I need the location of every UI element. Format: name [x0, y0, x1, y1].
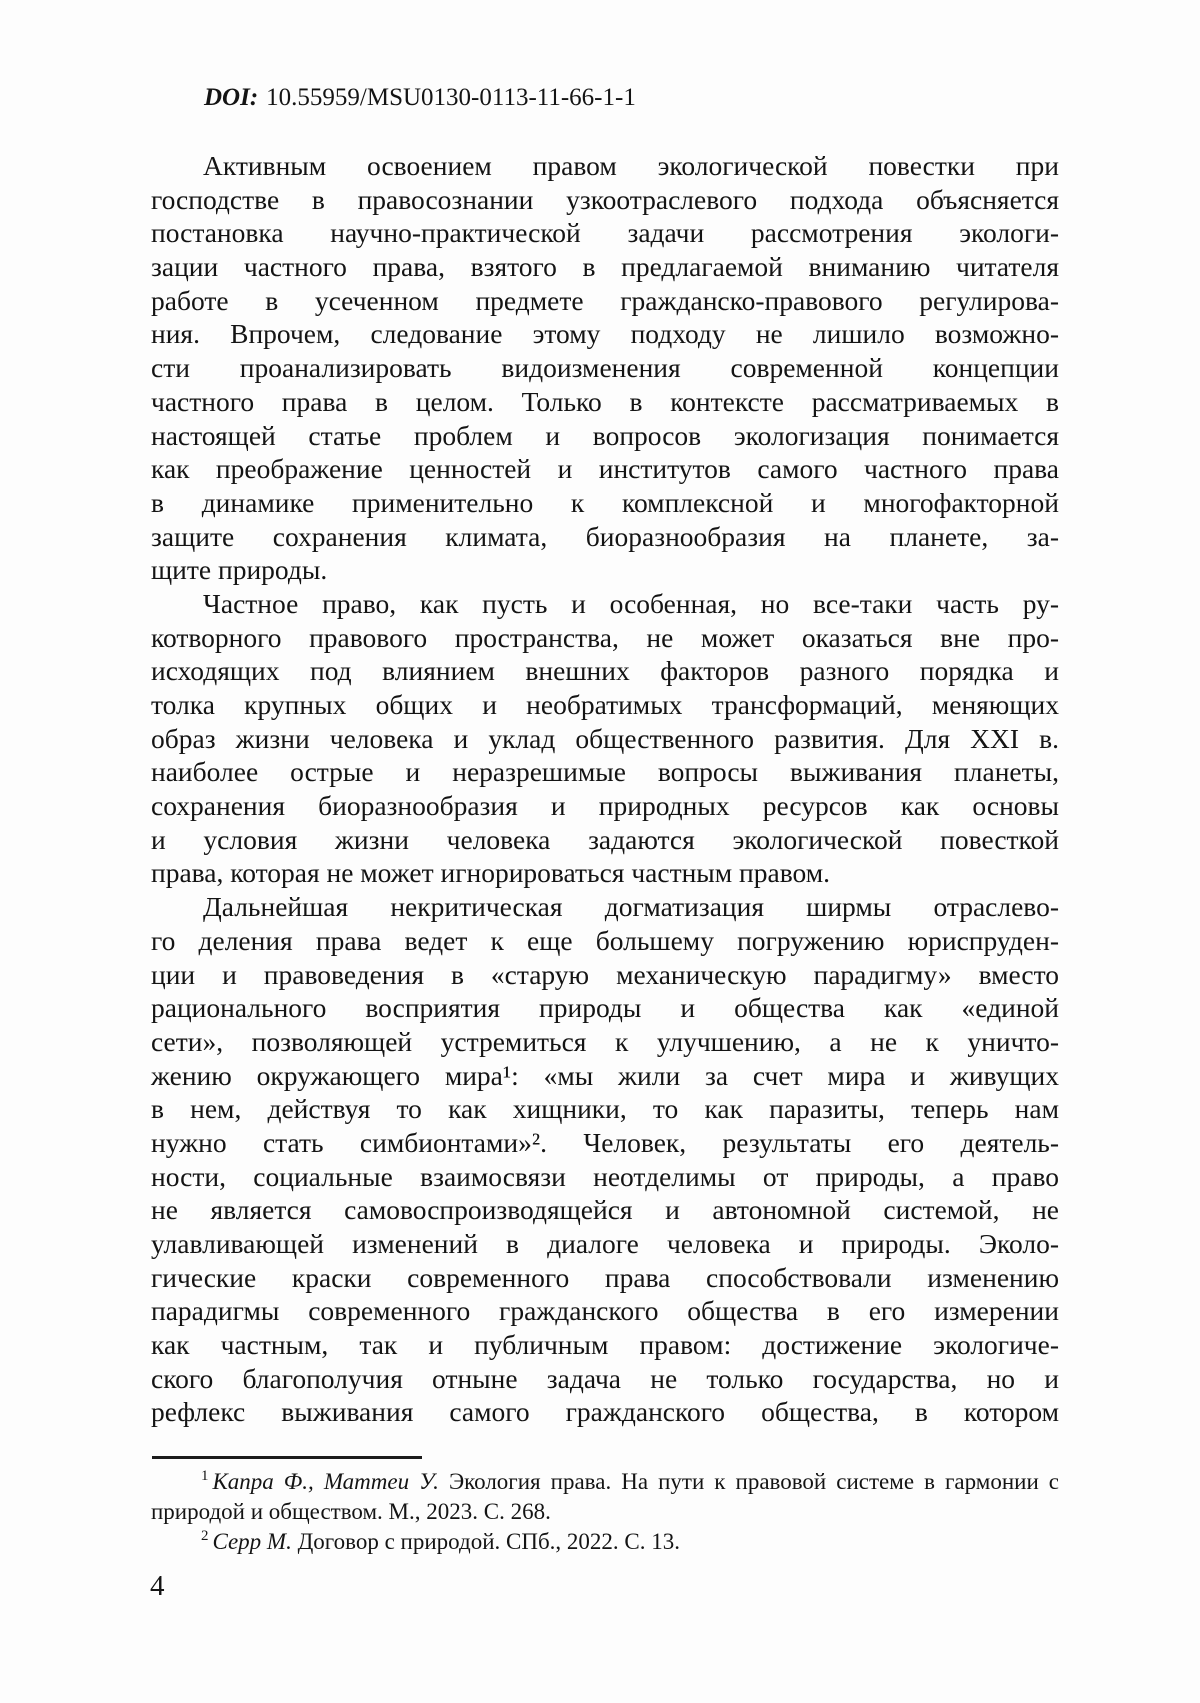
body-line: сети», позволяющей устремиться к улучшению, а не к уничто-: [151, 1025, 1059, 1057]
body-line: не является самовоспроизводящейся и автономной системой, не: [151, 1194, 1059, 1226]
body-line: работе в усеченном предмете гражданско-правового регулирова-: [151, 284, 1059, 316]
body-line: постановка научно-практической задачи рассмотрения экологи-: [151, 217, 1059, 249]
body-line: рефлекс выживания самого гражданского общества, в котором: [151, 1396, 1059, 1428]
footnote-marker: 1: [201, 1468, 209, 1485]
body-line: в динамике применительно к комплексной и многофакторной: [151, 486, 1059, 518]
body-line: щите природы.: [151, 554, 328, 586]
body-line: рационального восприятия природы и общества как «единой: [151, 992, 1059, 1024]
body-line: Активным освоением правом экологической повестки при: [203, 150, 1059, 181]
body-line: котворного правового пространства, не может оказаться вне про-: [151, 621, 1059, 653]
body-line: господстве в правосознании узкоотраслевого подхода объясняется: [151, 183, 1059, 215]
body-line: ского благополучия отныне задача не только государства, но и: [151, 1362, 1059, 1394]
body-line: нужно стать симбионтами»². Человек, результаты его деятель-: [151, 1126, 1059, 1158]
body-line: парадигмы современного гражданского общества в его измерении: [151, 1295, 1059, 1327]
body-line: настоящей статье проблем и вопросов экологизация понимается: [151, 419, 1059, 451]
footnote-text: Экология права. На пути к правовой системе в гармонии с природой и обществом. М., 2023. С. 268.: [151, 1469, 1059, 1524]
body-line: Дальнейшая некритическая догматизация ширмы отраслево-: [203, 891, 1059, 923]
footnote-item: [151, 1527, 1059, 1557]
footnote-author: Капра Ф., Маттеи У.: [212, 1469, 449, 1494]
body-line: и условия жизни человека задаются экологической повесткой: [151, 823, 1059, 855]
body-line: Частное право, как пусть и особенная, но все-таки часть ру-: [203, 587, 1059, 619]
footnote-author: Серр М.: [212, 1529, 298, 1554]
body-line: как преображение ценностей и институтов самого частного права: [151, 453, 1059, 485]
page-number: 4: [150, 1570, 165, 1602]
body-line: наиболее острые и неразрешимые вопросы выживания планеты,: [151, 756, 1059, 788]
body-line: права, которая не может игнорироваться частным правом.: [151, 857, 831, 889]
body-line: ности, социальные взаимосвязи неотделимы от природы, а право: [151, 1160, 1059, 1192]
body-line: толка крупных общих и необратимых трансформаций, меняющих: [151, 689, 1059, 720]
body-line: жению окружающего мира¹: «мы жили за счет мира и живущих: [151, 1059, 1059, 1091]
body-line: сохранения биоразнообразия и природных ресурсов как основы: [151, 790, 1059, 822]
body-line: улавливающей изменений в диалоге человека и природы. Эколо-: [151, 1228, 1059, 1259]
article-body: [151, 149, 1059, 1429]
body-line: ции и правоведения в «старую механическую парадигму» вместо: [151, 958, 1059, 990]
doi-value: 10.55959/MSU0130-0113-11-66-1-1: [266, 84, 636, 111]
body-line: в нем, действуя то как хищники, то как паразиты, теперь нам: [151, 1093, 1059, 1125]
footnote-text: Договор с природой. СПб., 2022. С. 13.: [297, 1529, 681, 1554]
body-line: исходящих под влиянием внешних факторов разного порядка и: [151, 655, 1059, 687]
footnote-marker: 2: [201, 1528, 209, 1545]
body-line: сти проанализировать видоизменения современной концепции: [151, 352, 1059, 384]
body-line: го деления права ведет к еще большему погружению юриспруден-: [151, 924, 1059, 956]
doi-label: DOI:: [204, 84, 259, 111]
body-line: частного права в целом. Только в контексте рассматриваемых в: [151, 385, 1059, 417]
body-line: как частным, так и публичным правом: достижение экологиче-: [151, 1329, 1059, 1361]
footnotes: [151, 1467, 1059, 1557]
footnote-separator: [152, 1456, 422, 1459]
body-line: образ жизни человека и уклад общественного развития. Для XXI в.: [151, 722, 1059, 754]
body-line: защите сохранения климата, биоразнообразия на планете, за-: [151, 520, 1059, 552]
body-line: зации частного права, взятого в предлагаемой вниманию читателя: [151, 251, 1059, 283]
body-line: ния. Впрочем, следование этому подходу не лишило возможно-: [151, 318, 1059, 350]
footnote-item: [151, 1467, 1059, 1527]
body-line: гические краски современного права способствовали изменению: [151, 1261, 1059, 1293]
doi-line: [204, 84, 636, 112]
